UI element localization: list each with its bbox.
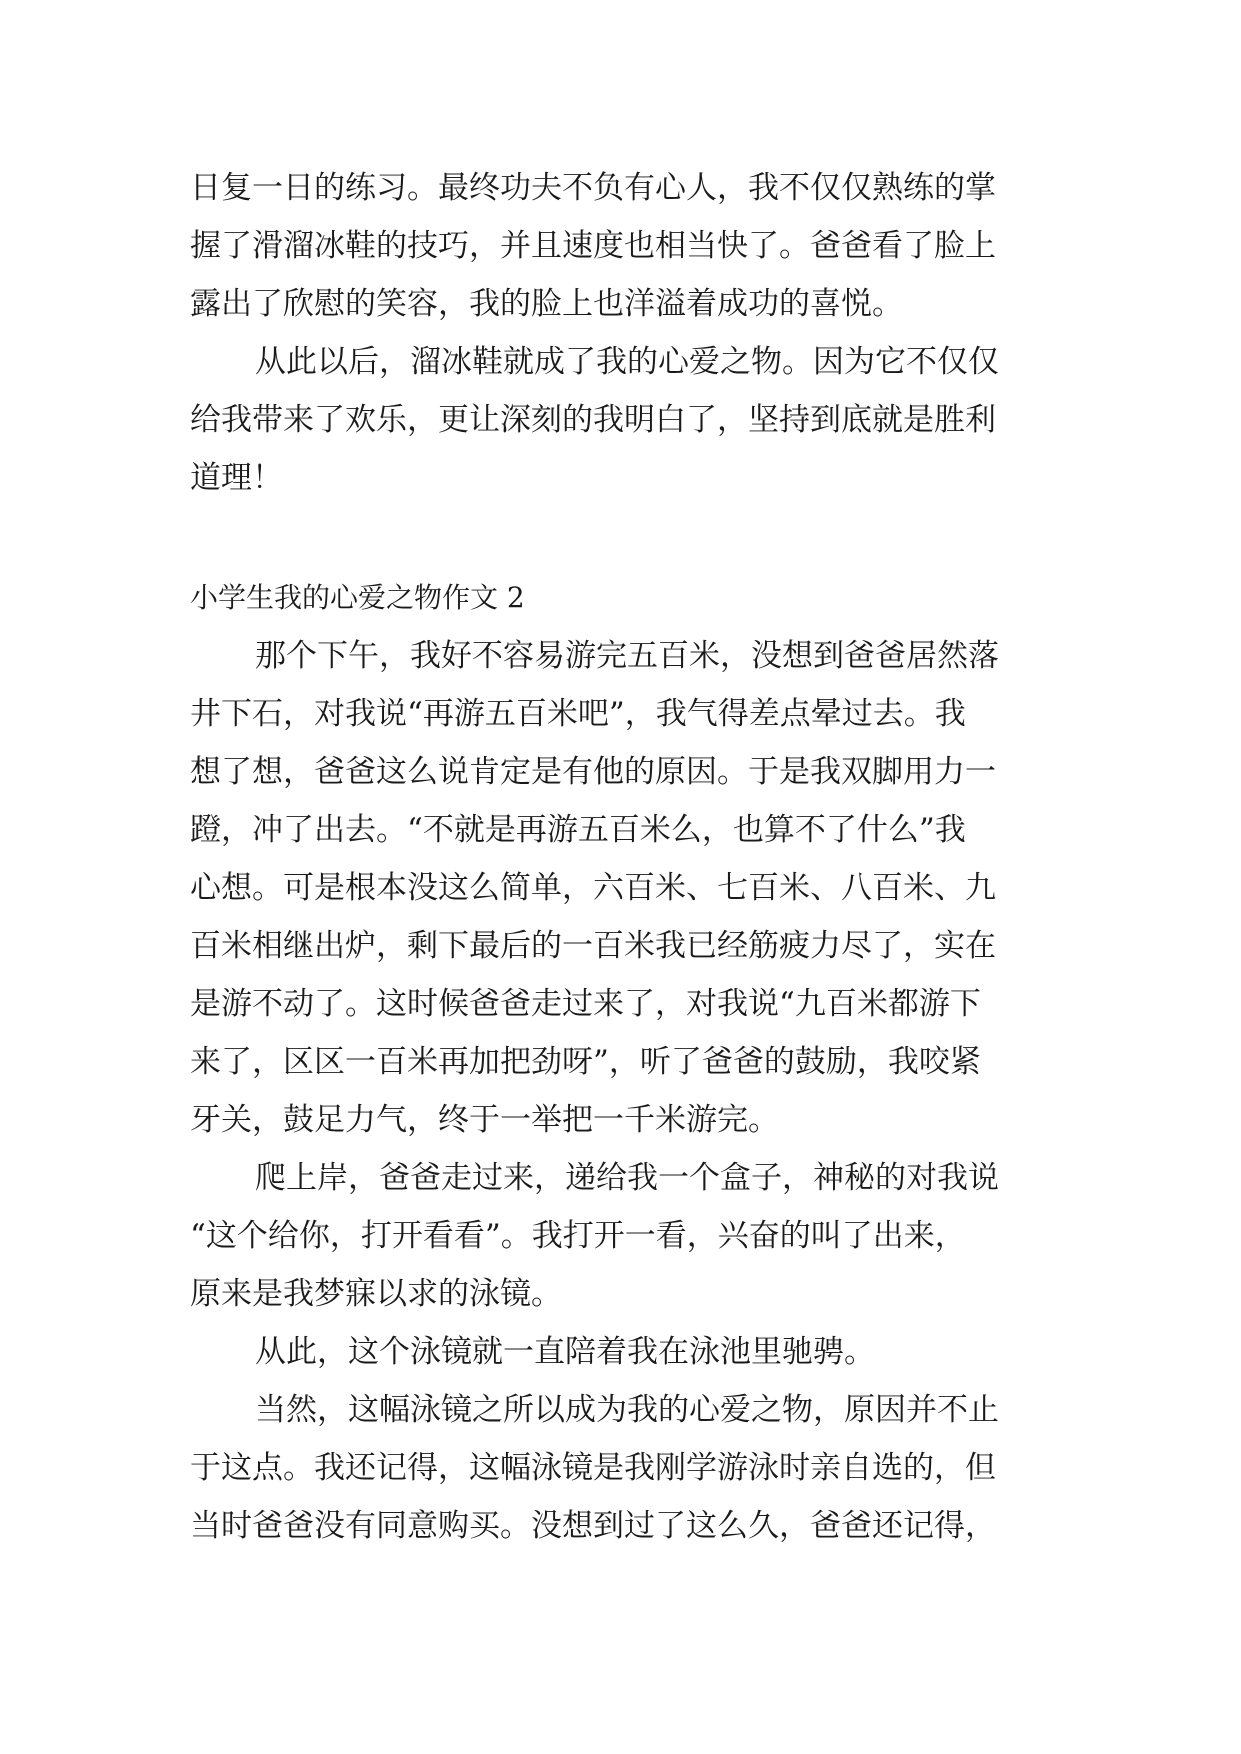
paragraph-line: 牙关，鼓足力气，终于一举把一千米游完。 bbox=[190, 1102, 779, 1138]
paragraph-line: 是游不动了。这时候爸爸走过来了，对我说“九百米都游下 bbox=[190, 986, 981, 1022]
paragraph-line: 来了，区区一百米再加把劲呀”，听了爸爸的鼓励，我咬紧 bbox=[190, 1044, 981, 1080]
paragraph-line: 握了滑溜冰鞋的技巧，并且速度也相当快了。爸爸看了脸上 bbox=[190, 228, 996, 264]
paragraph-line: 露出了欣慰的笑容，我的脸上也洋溢着成功的喜悦。 bbox=[190, 286, 903, 322]
paragraph-line: 心想。可是根本没这么简单，六百米、七百米、八百米、九 bbox=[190, 870, 996, 906]
section-heading: 小学生我的心爱之物作文 2 bbox=[190, 581, 525, 614]
paragraph-line: 原来是我梦寐以求的泳镜。 bbox=[190, 1276, 562, 1312]
paragraph-line: 当然，这幅泳镜之所以成为我的心爱之物，原因并不止 bbox=[255, 1392, 999, 1428]
paragraph-line: “这个给你，打开看看”。我打开一看，兴奋的叫了出来， bbox=[190, 1218, 966, 1254]
paragraph-line: 百米相继出炉，剩下最后的一百米我已经筋疲力尽了，实在 bbox=[190, 928, 996, 964]
paragraph-line: 那个下午，我好不容易游完五百米，没想到爸爸居然落 bbox=[255, 638, 999, 674]
paragraph-line: 从此以后，溜冰鞋就成了我的心爱之物。因为它不仅仅 bbox=[255, 344, 999, 380]
paragraph-line: 井下石，对我说“再游五百米吧”，我气得差点晕过去。我 bbox=[190, 696, 966, 732]
paragraph-line: 道理！ bbox=[190, 460, 283, 496]
paragraph-line: 爬上岸，爸爸走过来，递给我一个盒子，神秘的对我说 bbox=[255, 1160, 999, 1196]
paragraph-line: 想了想，爸爸这么说肯定是有他的原因。于是我双脚用力一 bbox=[190, 754, 996, 790]
paragraph-line: 从此，这个泳镜就一直陪着我在泳池里驰骋。 bbox=[255, 1334, 875, 1370]
paragraph-line: 于这点。我还记得，这幅泳镜是我刚学游泳时亲自选的，但 bbox=[190, 1450, 996, 1486]
paragraph-line: 日复一日的练习。最终功夫不负有心人，我不仅仅熟练的掌 bbox=[190, 170, 996, 206]
paragraph-line: 蹬，冲了出去。“不就是再游五百米么，也算不了什么”我 bbox=[190, 812, 966, 848]
paragraph-line: 当时爸爸没有同意购买。没想到过了这么久，爸爸还记得， bbox=[190, 1508, 996, 1544]
paragraph-line: 给我带来了欢乐，更让深刻的我明白了，坚持到底就是胜利 bbox=[190, 402, 996, 438]
